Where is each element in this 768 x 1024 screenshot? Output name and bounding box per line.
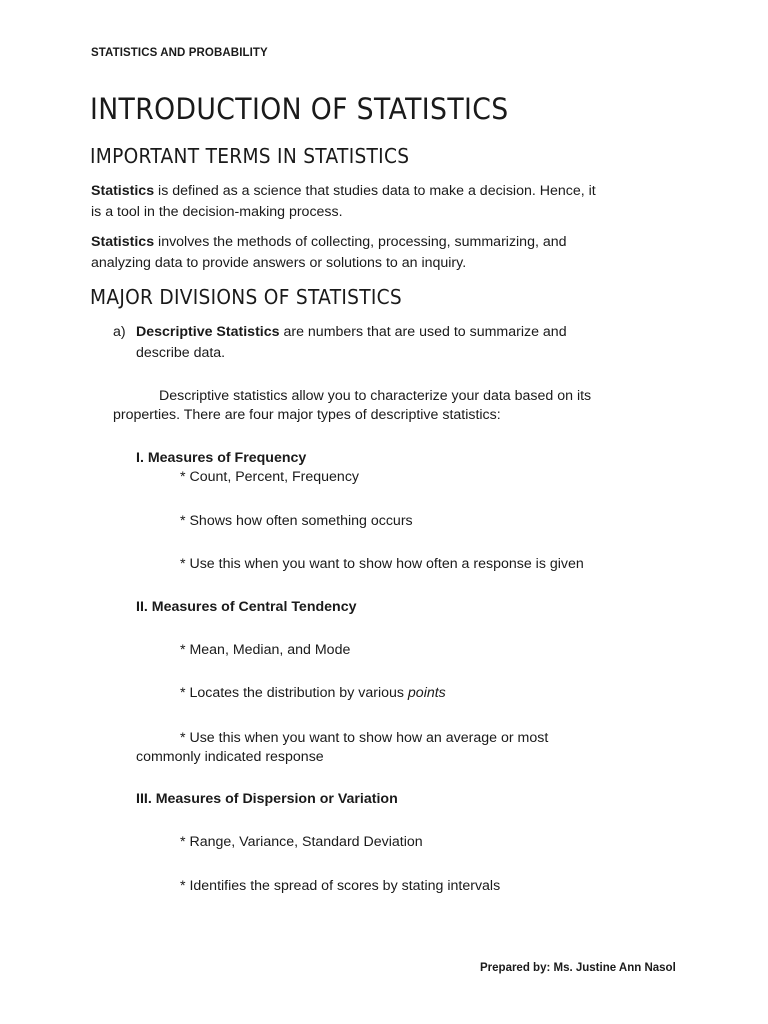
list-item-text: describe data. [136,345,226,361]
definition-text: is defined as a science that studies data to make a decision. Hence, it [154,183,596,199]
term-descriptive-statistics: Descriptive Statistics [136,324,280,340]
definition-paragraph-1 [91,181,681,223]
term-statistics: Statistics [91,183,155,199]
list-item-descriptive [113,322,653,364]
bullet-item: * Identifies the spread of scores by stating intervals [180,878,501,894]
measure-heading-central-tendency: II. Measures of Central Tendency [136,599,357,615]
bullet-item: * Range, Variance, Standard Deviation [180,834,423,850]
bullet-text: * Use this when you want to show how an average or most [180,730,549,746]
page-title: INTRODUCTION OF STATISTICS [90,92,509,126]
bullet-item: * Shows how often something occurs [180,513,413,529]
bullet-item [136,729,636,767]
bullet-text: commonly indicated response [136,749,324,765]
definition-text: is a tool in the decision-making process. [91,204,343,220]
section-heading-important-terms: IMPORTANT TERMS IN STATISTICS [90,144,410,168]
bullet-item [180,685,446,701]
italic-word: points [407,685,446,701]
bullet-item: * Count, Percent, Frequency [180,469,360,485]
definition-text: involves the methods of collecting, processing, summarizing, and [154,234,567,250]
intro-text: Descriptive statistics allow you to characterize your data based on its [159,388,592,404]
bullet-text: * Locates the distribution by various [180,685,408,701]
measure-heading-dispersion: III. Measures of Dispersion or Variation [136,791,398,807]
definition-paragraph-2 [91,232,681,274]
section-heading-major-divisions: MAJOR DIVISIONS OF STATISTICS [90,285,402,309]
measure-heading-frequency: I. Measures of Frequency [136,450,307,466]
intro-text: properties. There are four major types of descriptive statistics: [113,407,501,423]
page-footer: Prepared by: Ms. Justine Ann Nasol [480,962,676,974]
descriptive-intro-paragraph [113,387,673,425]
bullet-item: * Mean, Median, and Mode [180,642,351,658]
page-header: STATISTICS AND PROBABILITY [91,47,268,59]
bullet-item: * Use this when you want to show how often a response is given [180,556,584,572]
list-marker: a) [113,324,126,340]
definition-text: analyzing data to provide answers or solutions to an inquiry. [91,255,467,271]
term-statistics: Statistics [91,234,155,250]
list-item-text: are numbers that are used to summarize and [279,324,567,340]
